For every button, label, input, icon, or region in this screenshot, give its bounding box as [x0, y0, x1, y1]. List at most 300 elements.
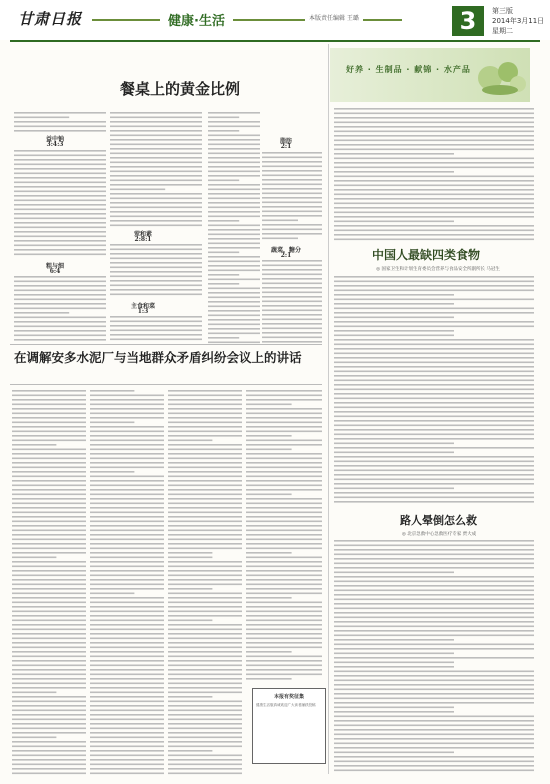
text-line: [168, 390, 242, 392]
salt-sub3b: 2:8:1: [134, 236, 152, 243]
text-line: [334, 339, 534, 341]
text-line: [334, 321, 534, 323]
text-line: [334, 117, 534, 119]
text-line: [14, 245, 106, 247]
text-line: [12, 525, 86, 527]
text-line: [208, 157, 260, 159]
text-line: [334, 644, 534, 646]
text-line: [334, 554, 534, 556]
text-line: [12, 458, 86, 460]
text-line: [168, 674, 242, 676]
text-line: [14, 231, 106, 233]
text-line: [168, 647, 242, 649]
text-line: [246, 417, 322, 419]
text-line: [168, 710, 242, 712]
text-line: [246, 570, 322, 572]
text-line: [334, 443, 454, 445]
text-line: [334, 230, 534, 232]
text-line: [110, 117, 202, 119]
newspaper-logo: 甘肃日报: [18, 10, 83, 28]
text-line: [14, 326, 106, 328]
text-line: [334, 344, 534, 346]
text-line: [14, 209, 106, 211]
text-line: [110, 280, 202, 282]
text-line: [334, 702, 534, 704]
text-line: [110, 244, 202, 246]
text-line: [246, 566, 322, 568]
text-line: [208, 162, 260, 164]
text-line: [168, 723, 242, 725]
text-line: [334, 662, 454, 664]
text-line: [334, 416, 534, 418]
editor-credit: 本版责任编辑 王璐: [305, 13, 363, 22]
text-line: [208, 117, 239, 119]
text-line: [246, 467, 322, 469]
text-line: [334, 303, 454, 305]
text-line: [110, 144, 202, 146]
text-line: [208, 202, 260, 204]
salt-sub1b: 3:4:3: [46, 141, 64, 148]
text-line: [246, 462, 322, 464]
salt-sub2b: 6:4: [49, 268, 61, 275]
text-line: [334, 375, 534, 377]
text-line: [334, 380, 534, 382]
text-line: [110, 321, 202, 323]
banner-caption: 好养 · 生制品 · 献锦 · 水产品: [346, 65, 471, 74]
text-line: [168, 480, 242, 482]
text-line: [334, 752, 454, 754]
text-line: [110, 148, 202, 150]
text-line: [12, 705, 86, 707]
text-line: [168, 489, 242, 491]
text-line: [12, 737, 56, 739]
text-line: [262, 287, 322, 289]
text-line: [246, 426, 322, 428]
text-line: [12, 746, 86, 748]
text-line: [334, 434, 534, 436]
text-line: [168, 503, 242, 505]
text-line: [208, 342, 260, 344]
text-line: [334, 456, 534, 458]
text-line: [208, 121, 260, 123]
text-line: [90, 426, 164, 428]
text-line: [246, 521, 322, 523]
text-line: [12, 674, 86, 676]
text-line: [262, 206, 322, 208]
text-line: [168, 444, 242, 446]
text-line: [208, 225, 260, 227]
text-line: [110, 339, 202, 341]
text-line: [208, 126, 260, 128]
text-line: [90, 579, 164, 581]
text-line: [168, 651, 242, 653]
text-line: [334, 353, 534, 355]
text-line: [334, 366, 534, 368]
text-line: [262, 197, 322, 199]
text-line: [334, 488, 454, 490]
text-line: [12, 480, 86, 482]
text-line: [208, 328, 260, 330]
text-line: [246, 422, 322, 424]
text-line: [90, 629, 164, 631]
text-line: [12, 710, 86, 712]
text-line: [90, 642, 164, 644]
contest-box-title: 本报有奖征集: [273, 694, 304, 700]
text-line: [262, 283, 322, 285]
text-line: [334, 438, 534, 440]
text-line: [14, 240, 106, 242]
text-line: [246, 458, 322, 460]
text-line: [246, 489, 322, 491]
text-line: [334, 738, 534, 740]
text-line: [12, 597, 86, 599]
text-line: [14, 222, 106, 224]
text-line: [14, 186, 106, 188]
text-line: [334, 474, 534, 476]
text-line: [12, 539, 86, 541]
text-line: [14, 294, 106, 296]
text-line: [14, 177, 106, 179]
text-line: [208, 153, 260, 155]
text-line: [90, 584, 164, 586]
text-line: [12, 534, 86, 536]
salt-sub5b: 2:1: [280, 143, 292, 150]
salt-sub5: 脂肪: [279, 138, 292, 145]
text-line: [90, 471, 134, 473]
text-line: [168, 588, 212, 590]
text-line: [110, 285, 202, 287]
text-line: [262, 328, 322, 330]
text-line: [90, 683, 164, 685]
text-line: [262, 229, 322, 231]
text-line: [12, 759, 86, 761]
text-line: [208, 166, 260, 168]
text-line: [110, 198, 202, 200]
text-line: [90, 534, 164, 536]
faint-article-title: 路人晕倒怎么救: [400, 514, 477, 527]
text-line: [334, 371, 534, 373]
text-line: [334, 594, 534, 596]
text-line: [14, 173, 106, 175]
text-line: [334, 239, 534, 241]
text-line: [168, 665, 242, 667]
text-line: [90, 413, 164, 415]
text-line: [334, 558, 534, 560]
text-line: [334, 299, 534, 301]
text-line: [334, 447, 534, 449]
text-line: [334, 407, 534, 409]
text-line: [334, 126, 534, 128]
text-line: [110, 225, 202, 227]
text-line: [246, 413, 322, 415]
text-line: [334, 335, 454, 337]
text-line: [12, 633, 86, 635]
text-line: [208, 301, 260, 303]
text-line: [90, 489, 164, 491]
text-line: [334, 497, 534, 499]
text-line: [12, 728, 86, 730]
text-line: [14, 330, 106, 332]
text-line: [262, 323, 322, 325]
text-line: [208, 216, 260, 218]
text-line: [334, 657, 534, 659]
text-line: [12, 530, 86, 532]
text-line: [168, 426, 242, 428]
text-line: [90, 624, 164, 626]
text-line: [168, 611, 242, 613]
text-line: [246, 534, 322, 536]
text-line: [262, 215, 322, 217]
text-line: [334, 545, 534, 547]
text-line: [90, 503, 164, 505]
text-line: [110, 325, 202, 327]
text-line: [246, 548, 322, 550]
text-line: [90, 638, 164, 640]
text-line: [168, 656, 242, 658]
text-line: [208, 252, 239, 254]
text-line: [246, 602, 322, 604]
text-line: [246, 656, 322, 658]
salt-sub6b: 2:1: [280, 252, 292, 259]
text-line: [12, 750, 86, 752]
text-line: [208, 265, 260, 267]
text-line: [262, 184, 322, 186]
text-line: [90, 395, 164, 397]
text-line: [110, 112, 202, 114]
text-line: [208, 292, 260, 294]
text-line: [14, 218, 106, 220]
text-line: [262, 170, 322, 172]
text-line: [12, 701, 86, 703]
text-line: [168, 750, 212, 752]
text-line: [246, 647, 322, 649]
text-line: [334, 203, 534, 205]
text-line: [334, 479, 534, 481]
text-line: [168, 570, 242, 572]
text-line: [246, 485, 322, 487]
text-line: [208, 144, 260, 146]
text-line: [334, 362, 534, 364]
text-line: [334, 666, 454, 668]
text-line: [168, 561, 242, 563]
text-line: [168, 494, 242, 496]
text-line: [14, 117, 69, 119]
text-line: [14, 317, 106, 319]
text-line: [110, 180, 202, 182]
text-line: [90, 732, 164, 734]
text-line: [208, 148, 260, 150]
text-line: [90, 521, 164, 523]
text-line: [90, 399, 164, 401]
text-line: [12, 404, 86, 406]
text-line: [14, 281, 106, 283]
text-line: [90, 449, 164, 451]
text-line: [90, 755, 164, 757]
text-line: [168, 435, 242, 437]
text-line: [168, 719, 242, 721]
text-line: [12, 615, 86, 617]
text-line: [262, 265, 322, 267]
text-line: [334, 612, 534, 614]
text-line: [12, 723, 86, 725]
text-line: [208, 310, 260, 312]
text-line: [208, 324, 260, 326]
text-line: [334, 140, 534, 142]
text-line: [246, 408, 322, 410]
text-line: [90, 741, 164, 743]
text-line: [168, 539, 242, 541]
text-line: [110, 139, 202, 141]
iodine-article-byline: ◎ 国家卫生和计划生育委员会营养与食品安全所副所长 马冠生: [376, 267, 500, 272]
text-line: [90, 737, 164, 739]
text-line: [246, 606, 322, 608]
text-line: [334, 725, 534, 727]
text-line: [110, 184, 202, 186]
text-line: [168, 692, 242, 694]
text-line: [12, 503, 86, 505]
text-line: [168, 440, 212, 442]
text-line: [334, 294, 454, 296]
text-line: [334, 171, 454, 173]
text-line: [334, 135, 534, 137]
text-line: [14, 285, 106, 287]
edition-line: 第三版: [492, 7, 513, 15]
text-line: [90, 656, 164, 658]
text-line: [246, 395, 322, 397]
text-line: [334, 131, 534, 133]
text-line: [12, 417, 86, 419]
text-line: [168, 453, 242, 455]
text-line: [12, 768, 86, 770]
text-line: [90, 530, 164, 532]
text-line: [14, 150, 106, 152]
text-line: [90, 651, 164, 653]
text-line: [168, 575, 242, 577]
text-line: [90, 561, 164, 563]
text-line: [334, 194, 534, 196]
text-line: [12, 714, 86, 716]
text-line: [168, 741, 242, 743]
text-line: [334, 635, 534, 637]
text-line: [168, 759, 242, 761]
text-line: [334, 221, 454, 223]
text-line: [110, 294, 202, 296]
text-line: [208, 112, 260, 114]
text-line: [110, 130, 202, 132]
text-line: [208, 234, 260, 236]
text-line: [90, 669, 164, 671]
text-line: [90, 705, 164, 707]
text-line: [168, 746, 242, 748]
text-line: [110, 220, 202, 222]
text-line: [334, 452, 454, 454]
text-line: [110, 262, 202, 264]
text-line: [90, 435, 164, 437]
text-line: [168, 395, 242, 397]
text-line: [12, 444, 56, 446]
text-line: [14, 339, 106, 341]
text-line: [168, 548, 242, 550]
text-line: [90, 665, 164, 667]
text-line: [334, 348, 534, 350]
text-line: [14, 121, 106, 123]
text-line: [334, 113, 534, 115]
text-line: [110, 166, 202, 168]
text-line: [246, 498, 322, 500]
text-line: [334, 357, 534, 359]
text-line: [168, 507, 242, 509]
text-line: [90, 602, 164, 604]
edition-date: 2014年3月11日: [492, 17, 545, 25]
text-line: [208, 184, 260, 186]
text-line: [334, 153, 454, 155]
text-line: [334, 540, 534, 542]
text-line: [246, 440, 322, 442]
text-line: [12, 773, 86, 775]
text-line: [90, 723, 164, 725]
text-line: [246, 552, 292, 554]
text-line: [12, 593, 86, 595]
text-line: [246, 660, 322, 662]
text-line: [208, 198, 260, 200]
text-line: [246, 629, 322, 631]
text-line: [208, 319, 260, 321]
text-line: [90, 768, 164, 770]
text-line: [168, 696, 212, 698]
text-line: [246, 642, 322, 644]
text-line: [168, 512, 242, 514]
text-line: [334, 207, 534, 209]
text-line: [14, 182, 106, 184]
text-line: [12, 566, 86, 568]
text-line: [246, 453, 322, 455]
text-line: [334, 212, 534, 214]
text-line: [246, 575, 322, 577]
text-line: [110, 267, 202, 269]
text-line: [110, 171, 202, 173]
text-line: [168, 768, 242, 770]
text-line: [334, 761, 534, 763]
text-line: [168, 773, 242, 775]
salt-sub6: 蔬菜、糖分: [270, 247, 301, 254]
text-line: [246, 669, 322, 671]
text-line: [246, 503, 322, 505]
text-line: [334, 398, 534, 400]
text-line: [12, 665, 86, 667]
section-title: 健康·生活: [160, 10, 233, 29]
text-line: [334, 581, 534, 583]
text-line: [334, 470, 534, 472]
text-line: [208, 207, 260, 209]
text-line: [90, 728, 164, 730]
text-line: [90, 719, 164, 721]
text-line: [90, 606, 164, 608]
text-line: [262, 296, 322, 298]
text-line: [168, 525, 242, 527]
contest-box-text: 健康生活版真诚欢迎广大读者踊跃投稿: [256, 703, 316, 707]
text-line: [246, 624, 322, 626]
text-line: [334, 185, 534, 187]
text-line: [334, 585, 534, 587]
text-line: [90, 480, 164, 482]
text-line: [334, 461, 534, 463]
text-line: [12, 647, 86, 649]
text-line: [12, 516, 86, 518]
text-line: [110, 153, 202, 155]
text-line: [12, 431, 86, 433]
text-line: [168, 449, 242, 451]
text-line: [334, 626, 534, 628]
